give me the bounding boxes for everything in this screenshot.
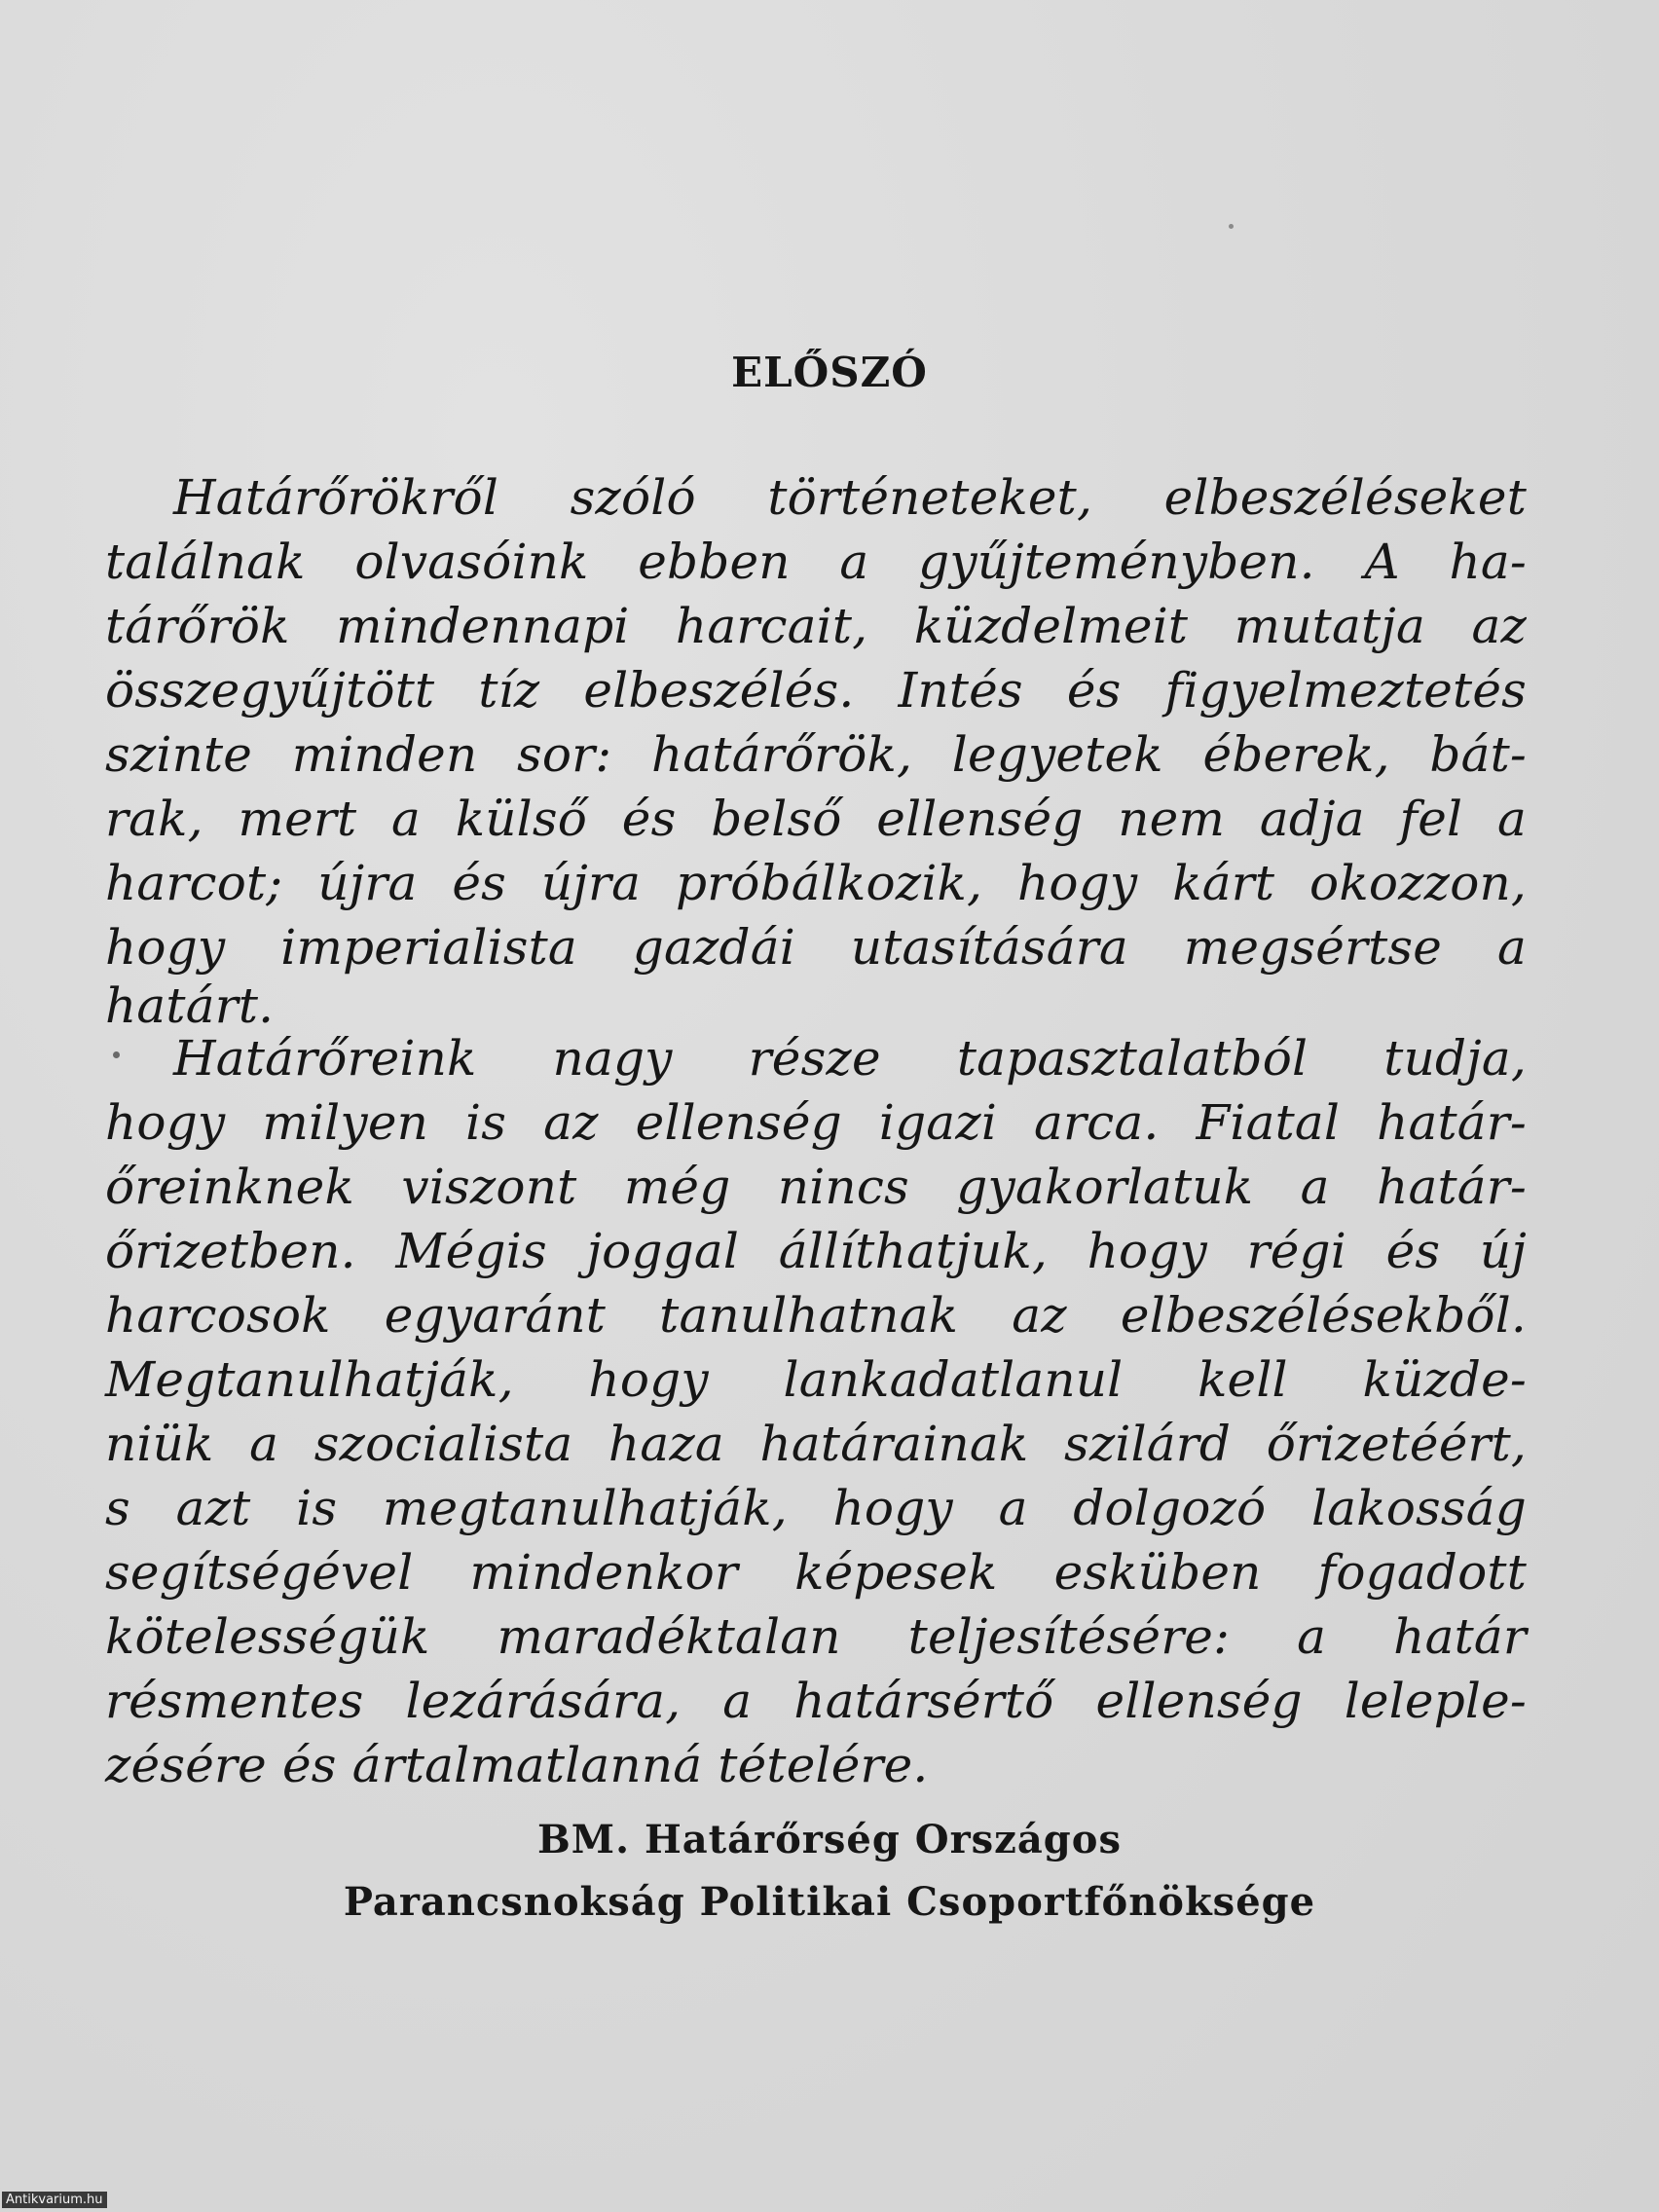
paragraph-line-13: őrizetben. Mégis joggal állíthatjuk, hogy régi és új [105,1223,1527,1279]
ink-speck [1229,224,1234,229]
paragraph-line-3: tárőrök mindennapi harcait, küzdelmeit mutatja az [105,598,1527,654]
paragraph-line-20: résmentes lezárására, a határsértő ellenség leleple- [105,1673,1527,1729]
paragraph-line-6: rak, mert a külső és belső ellenség nem adja fel a [105,791,1527,847]
watermark: Antikvarium.hu [2,2192,107,2208]
paragraph-line-12: őreinknek viszont még nincs gyakorlatuk a határ- [105,1159,1527,1215]
signature-line-1: BM. Határőrség Országos [537,1817,1122,1862]
paragraph-line-14: harcosok egyaránt tanulhatnak az elbeszélésekből. [105,1287,1527,1344]
paragraph-line-8: hogy imperialista gazdái utasítására megsértse a [105,919,1527,976]
signature-line-2: Parancsnokság Politikai Csoportfőnöksége [343,1879,1316,1925]
paragraph-line-18: segítségével mindenkor képesek esküben fogadott [105,1544,1527,1601]
paragraph-line-17: s azt is megtanulhatják, hogy a dolgozó lakosság [105,1480,1527,1536]
paragraph-line-10: Határőreink nagy része tapasztalatból tudja, [173,1030,1527,1087]
paragraph-line-7: harcot; újra és újra próbálkozik, hogy kárt okozzon, [105,855,1527,911]
paragraph-line-16: niük a szocialista haza határainak szilárd őrizetéért, [105,1416,1527,1472]
paragraph-line-19: kötelességük maradéktalan teljesítésére: a határ [105,1608,1527,1665]
page-title: ELŐSZÓ [731,349,928,396]
paragraph-line-2: találnak olvasóink ebben a gyűjteményben. A ha- [105,534,1527,590]
paragraph-line-11: hogy milyen is az ellenség igazi arca. Fiatal határ- [105,1094,1527,1151]
paragraph-line-1: Határőrökről szóló történeteket, elbeszéléseket [173,469,1527,526]
paragraph-line-15: Megtanulhatják, hogy lankadatlanul kell küzde- [105,1351,1527,1408]
paragraph-line-9: határt. [105,977,275,1034]
paragraph-line-4: összegyűjtött tíz elbeszélés. Intés és figyelmeztetés [105,662,1527,719]
ink-speck [113,1051,120,1058]
paragraph-line-21: zésére és ártalmatlanná tételére. [105,1737,929,1793]
paragraph-line-5: szinte minden sor: határőrök, legyetek éberek, bát- [105,726,1527,783]
